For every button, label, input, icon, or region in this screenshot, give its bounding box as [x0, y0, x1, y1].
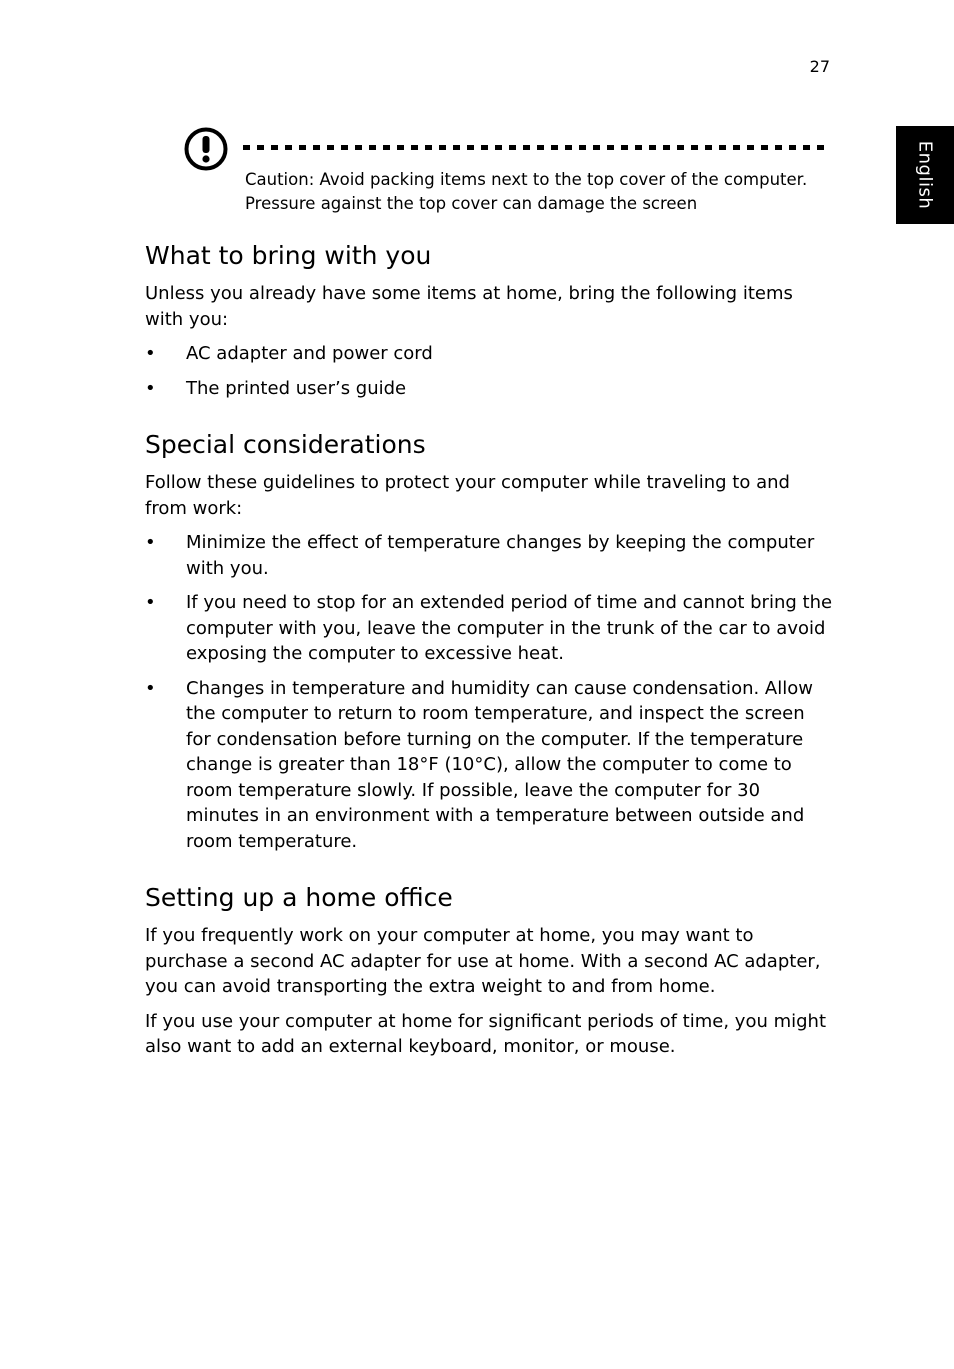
language-tab: [896, 126, 954, 224]
caution-icon: [183, 126, 229, 172]
main-content: [145, 240, 835, 1069]
section-home-office: [145, 882, 835, 1060]
caution-body: Avoid packing items next to the top cover of the computer. Pressure against the top cover can damage the screen: [245, 170, 808, 213]
section-heading: What to bring with you: [145, 241, 432, 270]
list-item: • If you need to stop for an extended period of time and cannot bring the computer with you, leave the computer in the trunk of the car to avoid exposing the computer to excessive heat.: [145, 590, 835, 667]
paragraph: If you frequently work on your computer at home, you may want to purchase a second AC adapter for use at home. With a second AC adapter, you can avoid transporting the extra weight to and from home.: [145, 925, 821, 997]
caution-divider: [243, 145, 826, 150]
section-special-considerations: [145, 429, 835, 854]
bullet-list: [145, 341, 835, 401]
list-item: • Changes in temperature and humidity can cause condensation. Allow the computer to return to room temperature, and inspect the screen for condensation before turning on the computer. If the temperature change is greater than 18°F (10°C), allow the computer to come to room temperature slowly. If possible, leave the computer for 30 minutes in an environment with a temperature between outside and room temperature.: [145, 676, 835, 855]
list-item: • AC adapter and power cord: [145, 341, 835, 367]
section-what-to-bring: [145, 240, 835, 401]
section-heading: Setting up a home office: [145, 883, 453, 912]
paragraph: If you use your computer at home for significant periods of time, you might also want to add an external keyboard, monitor, or mouse.: [145, 1010, 827, 1057]
page-number: 27: [809, 57, 830, 76]
bullet-list: [145, 530, 835, 854]
section-intro: Unless you already have some items at home, bring the following items with you:: [145, 283, 793, 330]
caution-label: Caution:: [245, 170, 315, 189]
section-heading: Special considerations: [145, 430, 426, 459]
section-intro: Follow these guidelines to protect your computer while traveling to and from work:: [145, 472, 790, 519]
caution-note: [245, 168, 820, 216]
list-item: • Minimize the effect of temperature changes by keeping the computer with you.: [145, 530, 835, 581]
language-tab-label: English: [914, 140, 936, 210]
list-item: • The printed user’s guide: [145, 376, 835, 402]
